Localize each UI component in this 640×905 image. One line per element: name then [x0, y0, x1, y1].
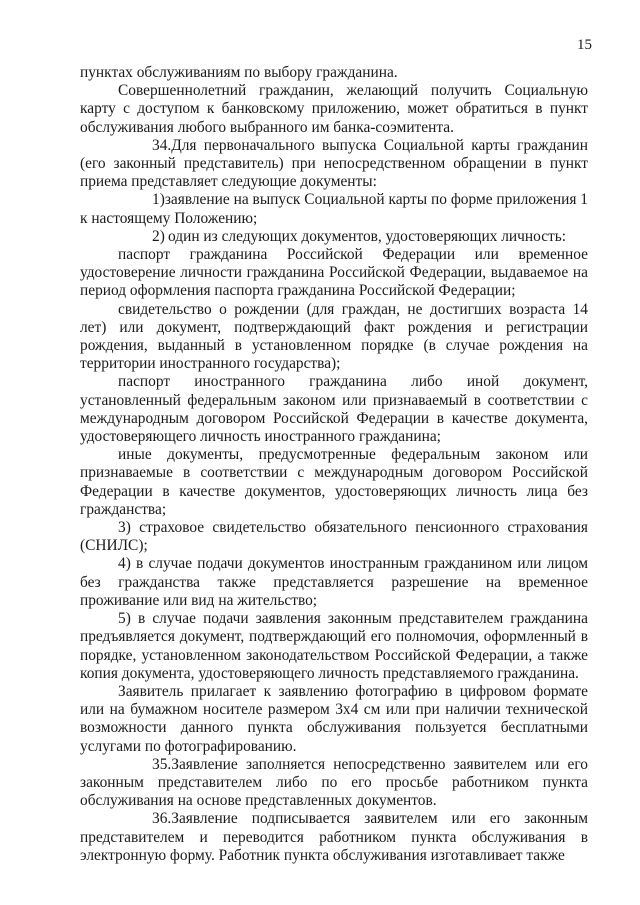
paragraph-number: 36. — [152, 810, 172, 828]
paragraph: паспорт гражданина Российской Федерации или временное удостоверение личности гражданина Российской Федерации, выдаваемое на период оформления паспорта гражданина Российской Федерации; — [80, 246, 588, 300]
paragraph-number: 1) — [152, 191, 165, 209]
paragraph: паспорт иностранного гражданина либо иной документ, установленный федеральным законом или признаваемый в соответствии с международным договором Российской Федерации в качестве документа, удостоверяющего личность иностранного гражданина; — [80, 373, 588, 446]
numbered-paragraph: 34.Для первоначального выпуска Социальной карты гражданин (его законный представитель) при непосредственном обращении в пункт приема представляет следующие документы: — [80, 136, 588, 191]
numbered-paragraph: 1)заявление на выпуск Социальной карты по форме приложения 1 к настоящему Положению; — [80, 191, 588, 227]
paragraph: Заявитель прилагает к заявлению фотографию в цифровом формате или на бумажном носителе размером 3х4 см или при наличии технической возможности данного пункта обслуживания пользуется бесплатными услугами по фотографированию. — [80, 682, 588, 755]
paragraph: 4) в случае подачи документов иностранным гражданином или лицом без гражданства также представляется разрешение на временное проживание или вид на жительство; — [80, 555, 588, 609]
numbered-paragraph: 35.Заявление заполняется непосредственно заявителем или его законным представителем либо по его просьбе работником пункта обслуживания на основе представленных документов. — [80, 755, 588, 810]
paragraph-number: 35. — [152, 755, 172, 773]
paragraph: Совершеннолетний гражданин, желающий получить Социальную карту с доступом к банковскому приложению, может обратиться в пункт обслуживания любого выбранного им банка-соэмитента. — [80, 82, 588, 136]
document-body — [80, 64, 588, 865]
paragraph: иные документы, предусмотренные федеральным законом или признаваемые в соответствии с международным договором Российской Федерации в качестве документов, удостоверяющих личность лица без гражданства; — [80, 446, 588, 518]
paragraph: 5) в случае подачи заявления законным представителем гражданина предъявляется документ, подтверждающий его полномочия, оформленный в порядке, установленном законодательством Российской Федерации, а также копия документа, удостоверяющего личность представляемого гражданина. — [80, 610, 588, 682]
page-number: 15 — [577, 37, 592, 53]
paragraph: 3) страховое свидетельство обязательного пенсионного страхования (СНИЛС); — [80, 519, 588, 555]
paragraph-number: 34. — [152, 136, 172, 154]
numbered-paragraph: 2) один из следующих документов, удостоверяющих личность: — [80, 228, 588, 246]
paragraph: пунктах обслуживаниям по выбору гражданина. — [80, 64, 398, 81]
paragraph: свидетельство о рождении (для граждан, не достигших возраста 14 лет) или документ, подтверждающий факт рождения и регистрации рождения, выданный в установленном порядке (в случае рождения на территории иностранного государства); — [80, 300, 588, 373]
numbered-paragraph: 36.Заявление подписывается заявителем или его законным представителем и переводится работником пункта обслуживания в электронную форму. Работник пункта обслуживания изготавливает также — [80, 810, 588, 864]
paragraph-number: 2) — [152, 227, 165, 245]
